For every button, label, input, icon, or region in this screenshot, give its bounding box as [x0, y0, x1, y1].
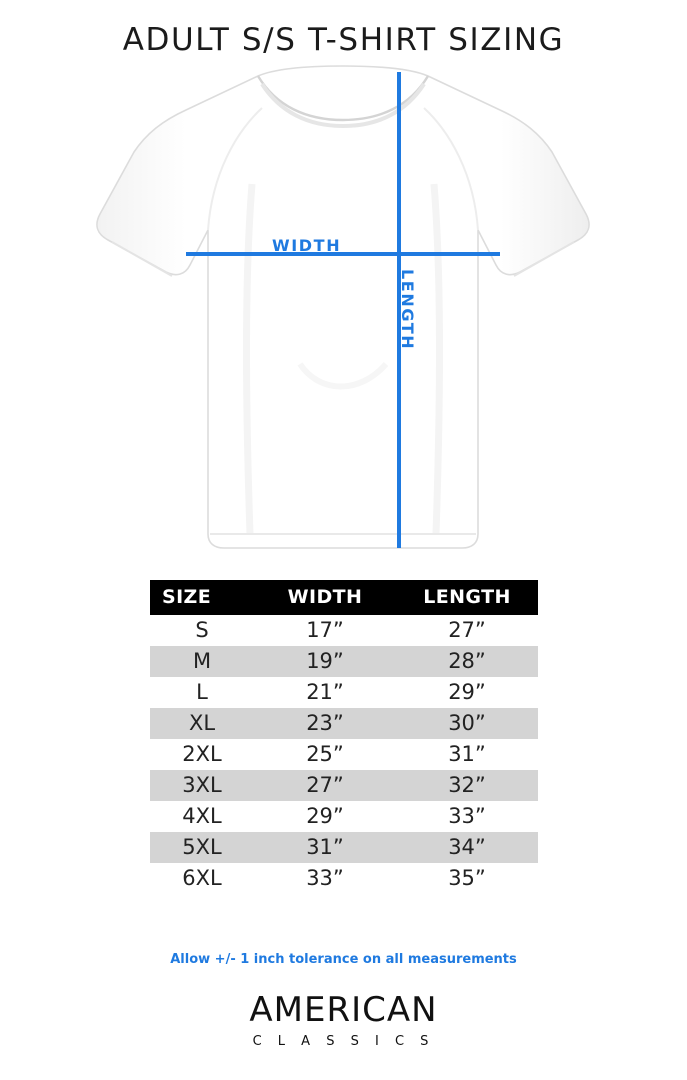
- cell-width: 19”: [254, 646, 396, 677]
- cell-size: 2XL: [150, 739, 254, 770]
- table-row: [150, 615, 538, 646]
- cell-width: 21”: [254, 677, 396, 708]
- cell-length: 27”: [396, 615, 538, 646]
- cell-size: XL: [150, 708, 254, 739]
- size-table-container: [150, 580, 538, 894]
- table-row: [150, 708, 538, 739]
- size-table: [150, 580, 538, 894]
- column-header-width: WIDTH: [254, 580, 396, 615]
- table-row: [150, 770, 538, 801]
- shirt-diagram: [0, 64, 687, 564]
- cell-length: 32”: [396, 770, 538, 801]
- tolerance-note: Allow +/- 1 inch tolerance on all measurements: [170, 952, 517, 967]
- cell-length: 30”: [396, 708, 538, 739]
- cell-length: 29”: [396, 677, 538, 708]
- table-row: [150, 739, 538, 770]
- cell-length: 33”: [396, 801, 538, 832]
- tshirt-illustration: [0, 64, 687, 564]
- cell-width: 29”: [254, 801, 396, 832]
- cell-width: 25”: [254, 739, 396, 770]
- cell-size: S: [150, 615, 254, 646]
- cell-length: 28”: [396, 646, 538, 677]
- cell-length: 35”: [396, 863, 538, 894]
- table-row: [150, 677, 538, 708]
- column-header-size: SIZE: [150, 580, 254, 615]
- cell-size: 5XL: [150, 832, 254, 863]
- table-row: [150, 801, 538, 832]
- cell-size: M: [150, 646, 254, 677]
- table-row: [150, 646, 538, 677]
- table-header-row: [150, 580, 538, 615]
- brand-subtitle: C L A S S I C S: [252, 1034, 435, 1049]
- width-label: WIDTH: [272, 236, 342, 255]
- cell-size: L: [150, 677, 254, 708]
- page-title: ADULT S/S T-SHIRT SIZING: [122, 22, 565, 58]
- cell-length: 34”: [396, 832, 538, 863]
- cell-width: 23”: [254, 708, 396, 739]
- cell-size: 6XL: [150, 863, 254, 894]
- table-row: [150, 863, 538, 894]
- cell-size: 3XL: [150, 770, 254, 801]
- length-label: LENGTH: [398, 269, 417, 351]
- brand-name: AMERICAN: [249, 990, 438, 1030]
- cell-width: 17”: [254, 615, 396, 646]
- table-row: [150, 832, 538, 863]
- cell-width: 31”: [254, 832, 396, 863]
- cell-width: 33”: [254, 863, 396, 894]
- cell-length: 31”: [396, 739, 538, 770]
- brand-logo: [0, 990, 687, 1049]
- cell-size: 4XL: [150, 801, 254, 832]
- cell-width: 27”: [254, 770, 396, 801]
- column-header-length: LENGTH: [396, 580, 538, 615]
